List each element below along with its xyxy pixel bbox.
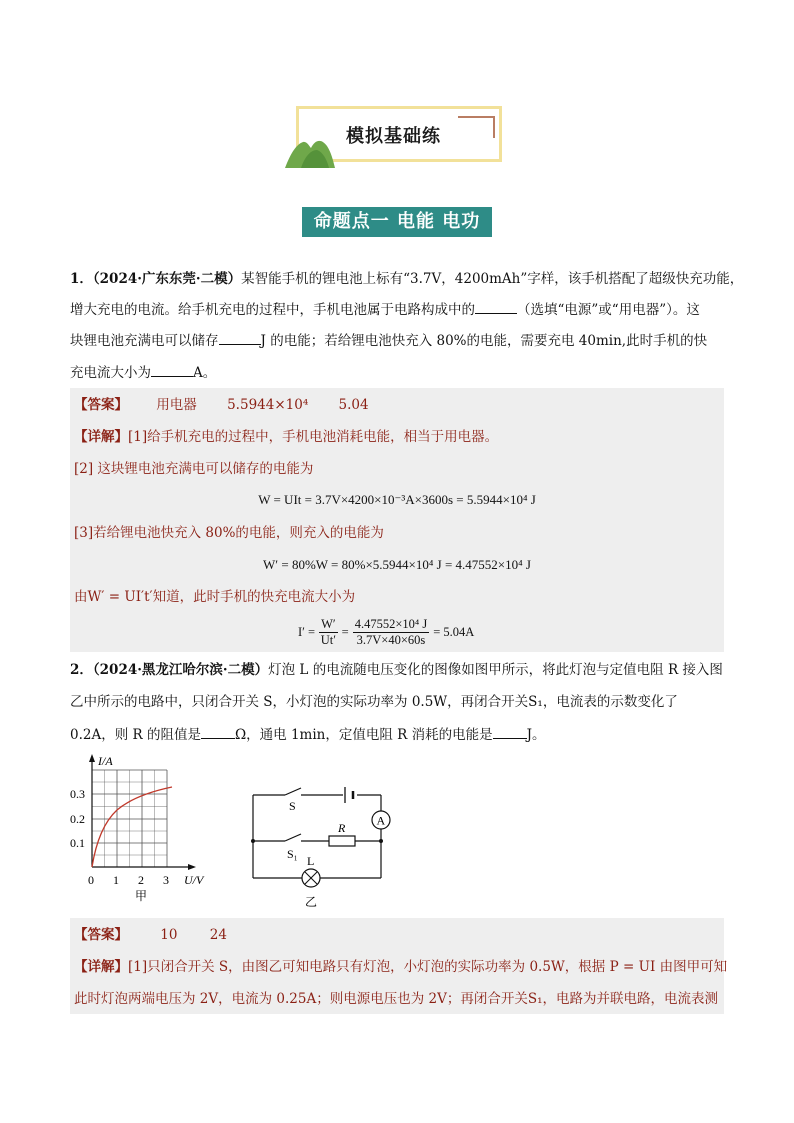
- eq-term: I′ =: [298, 624, 316, 639]
- q1-answer-row: [74, 396, 369, 414]
- detail-label: 【详解】: [74, 429, 128, 445]
- q1-text: 充电流大小为: [70, 365, 151, 381]
- x-tick: 0: [88, 873, 94, 887]
- graph-grid: [92, 770, 167, 867]
- switch-s: [285, 788, 301, 795]
- q1-detail1: [74, 428, 498, 446]
- q1-text: A。: [193, 365, 217, 381]
- q1-text: 块锂电池充满电可以储存: [70, 333, 219, 349]
- x-tick: 3: [163, 873, 169, 887]
- q1-number: 1．: [70, 271, 93, 287]
- graph-caption: 甲: [135, 889, 148, 902]
- x-tick: 2: [138, 873, 144, 887]
- q1-equation2: W′ = 80%W = 80%×5.5944×10⁴ J = 4.47552×10⁴ J: [263, 557, 531, 572]
- answer-blank[interactable]: [493, 725, 527, 739]
- y-tick: 0.2: [70, 812, 85, 826]
- q1-line4: [70, 363, 216, 382]
- answer-value: 5.5944×10⁴: [227, 397, 309, 413]
- q1-line2: [70, 300, 700, 319]
- eq-term: = 5.04A: [433, 624, 475, 639]
- answer-blank[interactable]: [201, 725, 235, 739]
- x-axis-arrow-icon: [188, 864, 196, 870]
- numerator: 4.47552×10⁴ J: [354, 616, 428, 631]
- answer-value: 10: [160, 927, 178, 943]
- circuit-caption: 乙: [305, 895, 318, 909]
- q2-line3: [70, 725, 546, 744]
- switch-s1-label: S₁: [287, 847, 298, 861]
- detail-text: [1]只闭合开关 S，由图乙可知电路只有灯泡，小灯泡的实际功率为 0.5W，根据 P = UI 由图甲可知: [128, 959, 728, 975]
- y-axis-arrow-icon: [89, 754, 95, 762]
- detail-label: 【详解】: [74, 959, 128, 975]
- q2-detail1: [74, 958, 727, 976]
- banner-title: 模拟基础练: [346, 126, 441, 147]
- q1-text: （选填“电源”或“用电器”）。这: [517, 302, 700, 318]
- answer-blank[interactable]: [151, 363, 193, 377]
- denominator: 3.7V×40×60s: [356, 632, 426, 647]
- q1-text: 增大充电的电流。给手机充电的过程中，手机电池属于电路构成中的: [70, 302, 475, 318]
- q2-text: Ω，通电 1min，定值电阻 R 消耗的电能是: [234, 727, 493, 743]
- switch-s1: [285, 834, 301, 841]
- answer-value: 24: [209, 927, 227, 943]
- lamp-label: L: [307, 854, 315, 868]
- q2-line2: 乙中所示的电路中，只闭合开关 S，小灯泡的实际功率为 0.5W，再闭合开关S₁，电流表的示数变化了: [70, 694, 678, 710]
- q1-equation1: W = UIt = 3.7V×4200×10⁻³A×3600s = 5.5944×10⁴ J: [258, 492, 536, 507]
- resistor-label: R: [338, 821, 346, 835]
- topic-heading: 命题点一 电能 电功: [302, 207, 492, 237]
- y-tick: 0.1: [70, 836, 85, 850]
- answer-value: 5.04: [338, 397, 369, 413]
- q2-text: J。: [526, 727, 546, 743]
- q2-source: （2024·黑龙江哈尔滨·二模）: [92, 662, 269, 678]
- q1-line1: [70, 270, 743, 288]
- q1-text: J 的电能；若给锂电池快充入 80%的电能，需要充电 40min,此时手机的快: [260, 333, 708, 349]
- fraction: [319, 617, 338, 648]
- q1-text: 某智能手机的锂电池上标有“3.7V，4200mAh”字样，该手机搭配了超级快充功能，: [241, 271, 744, 287]
- q2-text: 灯泡 L 的电流随电压变化的图像如图甲所示，将此灯泡与定值电阻 R 接入图: [268, 662, 723, 678]
- answer-label: 【答案】: [74, 927, 128, 943]
- banner-decoration: [458, 116, 494, 118]
- answer-blank[interactable]: [219, 331, 261, 345]
- q2-line1: [70, 661, 723, 679]
- q1-detail2: [2] 这块锂电池充满电可以储存的电能为: [74, 461, 314, 477]
- banner-decoration: [493, 116, 495, 138]
- q1-detail3: [3]若给锂电池快充入 80%的电能，则充入的电能为: [74, 525, 384, 541]
- answer-value: 用电器: [156, 397, 197, 413]
- answer-blank[interactable]: [475, 300, 517, 314]
- numerator: W′: [321, 616, 336, 631]
- x-axis-label: U/V: [184, 873, 204, 887]
- switch-s-label: S: [289, 799, 296, 813]
- q2-text: 0.2A，则 R 的阻值是: [70, 727, 201, 743]
- answer-label: 【答案】: [74, 397, 128, 413]
- fraction: [353, 617, 430, 648]
- q2-answer-row: [74, 926, 227, 944]
- resistor: [329, 836, 355, 846]
- q2-detail2: 此时灯泡两端电压为 2V，电流为 0.25A；则电源电压也为 2V；再闭合开关S₁，电路为并联电路，电流表测: [74, 991, 719, 1007]
- x-tick: 1: [113, 873, 119, 887]
- q1-source: （2024·广东东莞·二模）: [92, 271, 242, 287]
- iv-graph: [68, 752, 228, 902]
- q2-number: 2．: [70, 662, 93, 678]
- ammeter-label: A: [376, 813, 386, 828]
- eq-term: =: [341, 624, 349, 639]
- y-tick: 0.3: [70, 787, 85, 801]
- denominator: Ut′: [320, 632, 336, 647]
- hills-icon: [283, 134, 335, 168]
- q1-equation3: [298, 614, 474, 650]
- circuit-diagram: [245, 785, 405, 910]
- y-axis-label: I/A: [98, 754, 113, 768]
- q1-line3: [70, 331, 707, 350]
- detail-text: [1]给手机充电的过程中，手机电池消耗电能，相当于用电器。: [128, 429, 499, 445]
- q1-detail4: 由W′ = UI′t′知道，此时手机的快充电流大小为: [74, 589, 356, 605]
